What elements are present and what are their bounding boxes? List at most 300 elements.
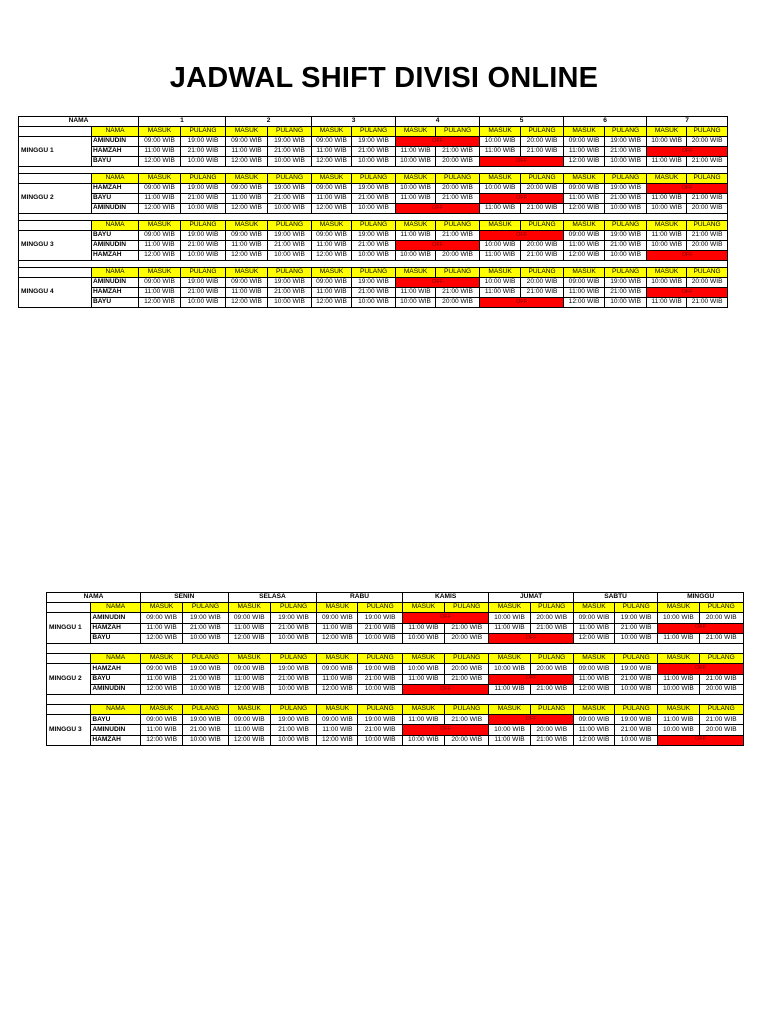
masuk-time: 09:00 WIB [564, 231, 605, 241]
pulang-time: 21:00 WIB [181, 147, 226, 157]
pulang-subheader: PULANG [445, 705, 489, 715]
day-header: JUMAT [489, 593, 573, 603]
masuk-time: 09:00 WIB [228, 715, 270, 725]
pulang-time: 20:00 WIB [687, 278, 728, 288]
masuk-time: 11:00 WIB [140, 623, 182, 633]
pulang-time: 21:00 WIB [605, 147, 647, 157]
masuk-time: 09:00 WIB [573, 715, 614, 725]
day-header: MINGGU [658, 593, 744, 603]
table-row [47, 633, 744, 643]
masuk-time: 11:00 WIB [317, 623, 358, 633]
masuk-time: 09:00 WIB [140, 715, 182, 725]
masuk-subheader: MASUK [139, 127, 181, 137]
masuk-time: 09:00 WIB [140, 613, 182, 623]
employee-name: BAYU [92, 194, 139, 204]
masuk-time: 11:00 WIB [140, 674, 182, 684]
pulang-subheader: PULANG [521, 268, 564, 278]
pulang-time: 10:00 WIB [270, 633, 316, 643]
employee-name: AMINUDIN [92, 137, 139, 147]
week-label: MINGGU 3 [47, 715, 91, 746]
pulang-time: 19:00 WIB [183, 715, 228, 725]
masuk-time: 10:00 WIB [647, 241, 687, 251]
masuk-time: 09:00 WIB [139, 231, 181, 241]
masuk-subheader: MASUK [228, 603, 270, 613]
pulang-time: 21:00 WIB [530, 623, 573, 633]
pulang-time: 21:00 WIB [183, 674, 228, 684]
masuk-time: 11:00 WIB [564, 288, 605, 298]
pulang-time: 21:00 WIB [352, 194, 396, 204]
week-gap [19, 261, 728, 268]
masuk-subheader: MASUK [480, 174, 521, 184]
pulang-time: 21:00 WIB [605, 288, 647, 298]
pulang-time: 20:00 WIB [436, 184, 480, 194]
pulang-time: 10:00 WIB [358, 633, 402, 643]
masuk-time: 10:00 WIB [402, 633, 444, 643]
masuk-time: 11:00 WIB [402, 623, 444, 633]
pulang-time: 19:00 WIB [615, 613, 658, 623]
masuk-subheader: MASUK [402, 705, 444, 715]
table-row [19, 251, 728, 261]
pulang-time: 21:00 WIB [521, 204, 564, 214]
week-gap [47, 694, 744, 704]
shift-schedule-table [18, 116, 728, 308]
pulang-subheader: PULANG [699, 603, 744, 613]
day-header: 5 [480, 117, 564, 127]
table-row [19, 137, 728, 147]
pulang-time: 19:00 WIB [181, 184, 226, 194]
masuk-time: 09:00 WIB [139, 137, 181, 147]
masuk-time: 11:00 WIB [573, 674, 614, 684]
pulang-time: 21:00 WIB [699, 633, 744, 643]
nama-header: NAMA [19, 117, 139, 127]
pulang-subheader: PULANG [436, 221, 480, 231]
pulang-time: 20:00 WIB [445, 735, 489, 745]
pulang-time: 10:00 WIB [605, 298, 647, 308]
masuk-time: 09:00 WIB [226, 278, 268, 288]
masuk-time: 10:00 WIB [480, 241, 521, 251]
pulang-time: 20:00 WIB [687, 137, 728, 147]
pulang-time: 20:00 WIB [530, 613, 573, 623]
masuk-subheader: MASUK [647, 268, 687, 278]
pulang-time: 19:00 WIB [181, 137, 226, 147]
masuk-time: 11:00 WIB [564, 194, 605, 204]
sub-header-row [47, 603, 744, 613]
weekday-schedule-table [46, 592, 744, 746]
masuk-subheader: MASUK [312, 174, 352, 184]
masuk-time: 10:00 WIB [647, 278, 687, 288]
masuk-time: 09:00 WIB [312, 278, 352, 288]
masuk-subheader: MASUK [564, 268, 605, 278]
masuk-time: 11:00 WIB [317, 674, 358, 684]
pulang-time: 21:00 WIB [699, 674, 744, 684]
pulang-time: 10:00 WIB [352, 251, 396, 261]
masuk-subheader: MASUK [140, 603, 182, 613]
masuk-time: 12:00 WIB [312, 298, 352, 308]
week-gap [19, 167, 728, 174]
masuk-time: 11:00 WIB [489, 684, 530, 694]
masuk-time: 11:00 WIB [396, 288, 436, 298]
off-cell: OFF [396, 241, 480, 251]
sub-header-row [47, 705, 744, 715]
masuk-time: 09:00 WIB [139, 184, 181, 194]
pulang-time: 21:00 WIB [181, 288, 226, 298]
pulang-time: 21:00 WIB [699, 715, 744, 725]
pulang-time: 21:00 WIB [183, 623, 228, 633]
pulang-subheader: PULANG [436, 268, 480, 278]
masuk-time: 10:00 WIB [480, 184, 521, 194]
employee-name: AMINUDIN [92, 278, 139, 288]
pulang-time: 10:00 WIB [183, 633, 228, 643]
employee-name: HAMZAH [91, 735, 141, 745]
table-row [19, 278, 728, 288]
pulang-time: 21:00 WIB [445, 623, 489, 633]
masuk-time: 09:00 WIB [573, 613, 614, 623]
employee-name: AMINUDIN [91, 725, 141, 735]
masuk-time: 12:00 WIB [317, 735, 358, 745]
table-row [47, 674, 744, 684]
off-cell: OFF [402, 684, 489, 694]
employee-name: BAYU [91, 715, 141, 725]
masuk-subheader: MASUK [647, 174, 687, 184]
pulang-time: 21:00 WIB [687, 157, 728, 167]
off-cell: OFF [658, 623, 744, 633]
masuk-time: 11:00 WIB [312, 147, 352, 157]
pulang-time: 21:00 WIB [181, 194, 226, 204]
masuk-time: 09:00 WIB [317, 715, 358, 725]
pulang-time: 19:00 WIB [358, 664, 402, 674]
masuk-time: 11:00 WIB [480, 147, 521, 157]
week-label: MINGGU 2 [47, 664, 91, 695]
gap-cell [47, 643, 744, 653]
pulang-time: 21:00 WIB [270, 674, 316, 684]
off-cell: OFF [647, 147, 728, 157]
masuk-time: 12:00 WIB [140, 735, 182, 745]
pulang-subheader: PULANG [436, 127, 480, 137]
pulang-time: 10:00 WIB [181, 204, 226, 214]
masuk-time: 10:00 WIB [647, 204, 687, 214]
pulang-time: 19:00 WIB [268, 137, 312, 147]
masuk-time: 10:00 WIB [402, 735, 444, 745]
masuk-time: 11:00 WIB [402, 674, 444, 684]
table-row [47, 623, 744, 633]
employee-name: BAYU [92, 298, 139, 308]
pulang-subheader: PULANG [358, 654, 402, 664]
day-header: 1 [139, 117, 226, 127]
masuk-time: 11:00 WIB [312, 194, 352, 204]
masuk-time: 09:00 WIB [573, 664, 614, 674]
pulang-time: 19:00 WIB [181, 231, 226, 241]
sub-header-row [19, 174, 728, 184]
masuk-subheader: MASUK [140, 654, 182, 664]
day-header: SELASA [228, 593, 317, 603]
off-cell: OFF [402, 613, 489, 623]
pulang-time: 21:00 WIB [687, 231, 728, 241]
pulang-subheader: PULANG [605, 268, 647, 278]
pulang-time: 20:00 WIB [521, 241, 564, 251]
masuk-time: 11:00 WIB [489, 623, 530, 633]
masuk-subheader: MASUK [140, 705, 182, 715]
masuk-subheader: MASUK [480, 268, 521, 278]
masuk-time: 11:00 WIB [564, 147, 605, 157]
pulang-time: 19:00 WIB [352, 278, 396, 288]
pulang-time: 21:00 WIB [521, 147, 564, 157]
week-label: MINGGU 1 [47, 613, 91, 644]
masuk-subheader: MASUK [647, 127, 687, 137]
pulang-subheader: PULANG [436, 174, 480, 184]
masuk-subheader: MASUK [226, 127, 268, 137]
masuk-subheader: MASUK [317, 603, 358, 613]
masuk-subheader: MASUK [489, 705, 530, 715]
day-header-row [19, 117, 728, 127]
masuk-time: 12:00 WIB [317, 684, 358, 694]
masuk-time: 09:00 WIB [226, 137, 268, 147]
masuk-subheader: MASUK [396, 127, 436, 137]
off-cell: OFF [396, 204, 480, 214]
masuk-time: 11:00 WIB [317, 725, 358, 735]
pulang-time: 21:00 WIB [352, 241, 396, 251]
pulang-time: 20:00 WIB [530, 725, 573, 735]
masuk-time: 11:00 WIB [139, 194, 181, 204]
pulang-time: 20:00 WIB [445, 633, 489, 643]
pulang-subheader: PULANG [183, 705, 228, 715]
pulang-time: 21:00 WIB [687, 194, 728, 204]
day-header: 4 [396, 117, 480, 127]
pulang-time: 10:00 WIB [358, 684, 402, 694]
pulang-time: 20:00 WIB [687, 241, 728, 251]
employee-name: AMINUDIN [92, 241, 139, 251]
pulang-time: 21:00 WIB [530, 735, 573, 745]
pulang-subheader: PULANG [181, 174, 226, 184]
pulang-subheader: PULANG [615, 654, 658, 664]
masuk-time: 12:00 WIB [564, 251, 605, 261]
pulang-time: 10:00 WIB [352, 298, 396, 308]
day-header: 6 [564, 117, 647, 127]
pulang-time: 21:00 WIB [268, 147, 312, 157]
masuk-time: 10:00 WIB [647, 137, 687, 147]
week-label-spacer [19, 221, 92, 231]
masuk-subheader: MASUK [489, 603, 530, 613]
off-cell: OFF [396, 137, 480, 147]
gap-cell [19, 167, 728, 174]
masuk-time: 12:00 WIB [228, 735, 270, 745]
masuk-time: 12:00 WIB [139, 298, 181, 308]
masuk-time: 11:00 WIB [658, 674, 699, 684]
employee-name: BAYU [92, 231, 139, 241]
masuk-time: 11:00 WIB [140, 725, 182, 735]
pulang-time: 20:00 WIB [436, 298, 480, 308]
week-label-spacer [47, 705, 91, 715]
masuk-time: 12:00 WIB [139, 251, 181, 261]
week-label-spacer [47, 654, 91, 664]
off-cell: OFF [647, 288, 728, 298]
pulang-time: 19:00 WIB [270, 664, 316, 674]
masuk-time: 11:00 WIB [396, 194, 436, 204]
masuk-time: 11:00 WIB [480, 204, 521, 214]
pulang-time: 20:00 WIB [436, 251, 480, 261]
masuk-time: 11:00 WIB [396, 231, 436, 241]
pulang-time: 20:00 WIB [521, 137, 564, 147]
masuk-time: 10:00 WIB [402, 664, 444, 674]
pulang-subheader: PULANG [445, 654, 489, 664]
pulang-subheader: PULANG [687, 127, 728, 137]
masuk-time: 09:00 WIB [139, 278, 181, 288]
off-cell: OFF [480, 194, 564, 204]
masuk-time: 11:00 WIB [228, 623, 270, 633]
day-header: 7 [647, 117, 728, 127]
pulang-time: 21:00 WIB [183, 725, 228, 735]
masuk-time: 12:00 WIB [228, 633, 270, 643]
masuk-time: 10:00 WIB [396, 251, 436, 261]
masuk-time: 11:00 WIB [480, 288, 521, 298]
pulang-time: 21:00 WIB [605, 241, 647, 251]
masuk-time: 09:00 WIB [228, 664, 270, 674]
masuk-time: 11:00 WIB [226, 147, 268, 157]
pulang-subheader: PULANG [521, 221, 564, 231]
pulang-time: 21:00 WIB [615, 623, 658, 633]
nama-subheader: NAMA [92, 127, 139, 137]
off-cell: OFF [480, 298, 564, 308]
page-title: JADWAL SHIFT DIVISI ONLINE [169, 62, 599, 94]
pulang-subheader: PULANG [615, 603, 658, 613]
nama-header: NAMA [47, 593, 141, 603]
week-label: MINGGU 4 [19, 278, 92, 308]
employee-name: AMINUDIN [91, 613, 141, 623]
nama-subheader: NAMA [92, 174, 139, 184]
week-label: MINGGU 1 [19, 137, 92, 167]
pulang-time: 10:00 WIB [181, 251, 226, 261]
masuk-time: 10:00 WIB [658, 725, 699, 735]
pulang-time: 10:00 WIB [268, 157, 312, 167]
pulang-subheader: PULANG [268, 174, 312, 184]
masuk-time: 11:00 WIB [312, 288, 352, 298]
masuk-time: 11:00 WIB [139, 147, 181, 157]
day-header: SABTU [573, 593, 657, 603]
table-row [47, 725, 744, 735]
masuk-subheader: MASUK [647, 221, 687, 231]
pulang-time: 19:00 WIB [181, 278, 226, 288]
pulang-time: 20:00 WIB [521, 278, 564, 288]
masuk-time: 11:00 WIB [139, 241, 181, 251]
employee-name: HAMZAH [92, 184, 139, 194]
table-row [19, 204, 728, 214]
masuk-time: 12:00 WIB [317, 633, 358, 643]
week-gap [47, 643, 744, 653]
masuk-time: 11:00 WIB [573, 725, 614, 735]
masuk-subheader: MASUK [228, 654, 270, 664]
masuk-subheader: MASUK [480, 127, 521, 137]
pulang-subheader: PULANG [521, 174, 564, 184]
off-cell: OFF [658, 735, 744, 745]
pulang-subheader: PULANG [687, 174, 728, 184]
masuk-time: 12:00 WIB [564, 204, 605, 214]
masuk-time: 11:00 WIB [573, 623, 614, 633]
pulang-time: 10:00 WIB [268, 298, 312, 308]
masuk-time: 11:00 WIB [647, 157, 687, 167]
pulang-time: 19:00 WIB [352, 137, 396, 147]
pulang-subheader: PULANG [699, 705, 744, 715]
pulang-time: 21:00 WIB [270, 725, 316, 735]
pulang-time: 20:00 WIB [445, 664, 489, 674]
nama-subheader: NAMA [91, 603, 141, 613]
pulang-time: 21:00 WIB [436, 147, 480, 157]
gap-cell [19, 261, 728, 268]
masuk-subheader: MASUK [573, 603, 614, 613]
week-gap [19, 214, 728, 221]
table-row [19, 288, 728, 298]
pulang-subheader: PULANG [358, 603, 402, 613]
table-row [47, 684, 744, 694]
masuk-time: 12:00 WIB [226, 157, 268, 167]
masuk-time: 11:00 WIB [228, 725, 270, 735]
nama-subheader: NAMA [91, 705, 141, 715]
pulang-time: 10:00 WIB [615, 684, 658, 694]
pulang-time: 19:00 WIB [605, 137, 647, 147]
pulang-time: 19:00 WIB [270, 715, 316, 725]
off-cell: OFF [489, 674, 573, 684]
employee-name: BAYU [91, 633, 141, 643]
pulang-subheader: PULANG [183, 654, 228, 664]
masuk-time: 09:00 WIB [317, 613, 358, 623]
off-cell: OFF [489, 715, 573, 725]
pulang-time: 21:00 WIB [521, 288, 564, 298]
masuk-subheader: MASUK [312, 268, 352, 278]
pulang-time: 21:00 WIB [687, 298, 728, 308]
pulang-time: 21:00 WIB [358, 674, 402, 684]
off-cell: OFF [647, 251, 728, 261]
pulang-subheader: PULANG [183, 603, 228, 613]
masuk-time: 11:00 WIB [396, 147, 436, 157]
masuk-subheader: MASUK [402, 654, 444, 664]
pulang-time: 21:00 WIB [445, 715, 489, 725]
masuk-time: 11:00 WIB [226, 288, 268, 298]
masuk-time: 10:00 WIB [480, 278, 521, 288]
pulang-subheader: PULANG [615, 705, 658, 715]
week-label: MINGGU 2 [19, 184, 92, 214]
sub-header-row [19, 127, 728, 137]
pulang-subheader: PULANG [687, 221, 728, 231]
pulang-time: 10:00 WIB [183, 684, 228, 694]
masuk-subheader: MASUK [480, 221, 521, 231]
masuk-time: 09:00 WIB [564, 137, 605, 147]
masuk-subheader: MASUK [312, 127, 352, 137]
employee-name: HAMZAH [91, 623, 141, 633]
pulang-time: 19:00 WIB [352, 231, 396, 241]
pulang-time: 21:00 WIB [615, 674, 658, 684]
masuk-time: 09:00 WIB [312, 137, 352, 147]
masuk-time: 10:00 WIB [396, 157, 436, 167]
masuk-subheader: MASUK [139, 268, 181, 278]
masuk-subheader: MASUK [573, 654, 614, 664]
table-row [47, 715, 744, 725]
pulang-time: 19:00 WIB [605, 231, 647, 241]
pulang-time: 10:00 WIB [352, 157, 396, 167]
masuk-subheader: MASUK [226, 268, 268, 278]
masuk-subheader: MASUK [396, 174, 436, 184]
masuk-time: 11:00 WIB [658, 633, 699, 643]
masuk-time: 10:00 WIB [658, 613, 699, 623]
pulang-time: 21:00 WIB [605, 194, 647, 204]
pulang-subheader: PULANG [605, 127, 647, 137]
masuk-subheader: MASUK [228, 705, 270, 715]
masuk-time: 11:00 WIB [402, 715, 444, 725]
pulang-time: 21:00 WIB [352, 147, 396, 157]
table-row [47, 613, 744, 623]
pulang-time: 20:00 WIB [699, 725, 744, 735]
masuk-time: 11:00 WIB [480, 251, 521, 261]
gap-cell [47, 694, 744, 704]
masuk-time: 09:00 WIB [564, 278, 605, 288]
masuk-subheader: MASUK [658, 705, 699, 715]
